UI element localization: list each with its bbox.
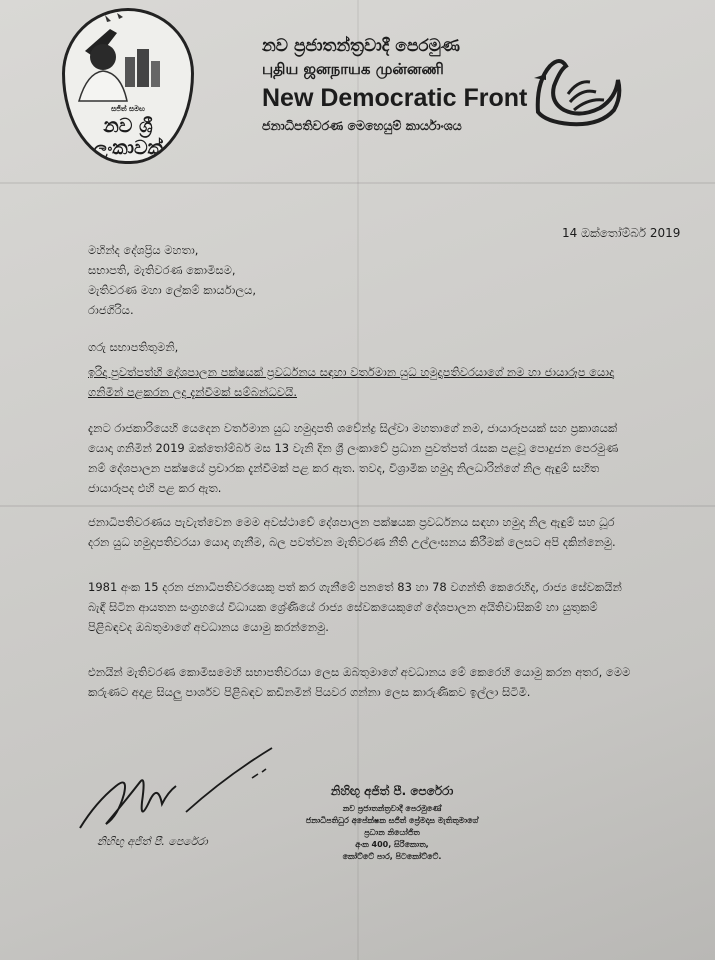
- logo-caption: සජිත් සමඟ: [111, 105, 145, 113]
- body-paragraph: 1981 අංක 15 දරන ජනාධිපතිවරයෙකු පත් කර ගැනීමේ පනතේ 83 හා 78 වගන්ති කෙරෙහිද, රාජ්‍ය සේවකයින් බැඳී සිටින ආයතන සංග්‍රහයේ විධායක ශ්‍රේණියේ රාජ්‍ය සේවකයෙකුගේ දේශපාලන අයිතිවාසිකම් හා යුතුකම් පිළිබඳවද ඔබතුමාගේ අවධානය යොමු කරන්නෙමු.: [88, 580, 622, 634]
- sender-detail-line: නව ප්‍රජාතන්ත්‍රවාදී පෙරමුණේ: [342, 804, 442, 813]
- recipient-line: මැතිවරණ මහා ලේකම් කාර්යාලය,: [88, 283, 257, 297]
- sender-detail-line: ප්‍රධාන නියෝජිත: [364, 828, 420, 837]
- recipient-line: මහින්ද දේශප්‍රිය මහතා,: [88, 243, 199, 257]
- sender-detail-line: අංක 400, සිරිකොත,: [355, 840, 429, 849]
- sender-detail-line: ජනාධිපතිධුර අපේක්ෂක සජිත් ප්‍රේමදාස මැතිතුමාගේ: [305, 816, 479, 825]
- body-paragraph: ජනාධිපතිවරණය පැවැත්වෙන මෙම අවස්ථාවේ දේශපාලන පක්ෂයක ප්‍රවර්ධනය සඳහා හමුදා නිල ඇඳුම් සහ ධූර දරන යුධ හමුදාපතිවරයා යොදා ගැනීම, බල පවත්වන මැතිවරණ නීති උල්ලංඝනය කිරීමක් ලෙසට අපි දකින්නෙමු.: [88, 515, 616, 549]
- letter-date: 14 ඔක්තෝම්බර් 2019: [562, 226, 681, 240]
- org-name-tamil: புதிய ஜனநாயக முன்னணி: [262, 60, 444, 78]
- letter-subject: ඉරිදා පුවත්පත්හි දේශපාලන පක්ෂයක් ප්‍රවර්ධනය සඳහා වර්තමාන යුධ හමුදාපතිවරයාගේ නම හා ජායාරූප යොදා ගනිමින් පළකරන ලද දැන්වීමක් සම්බන්ධවයි.: [88, 365, 615, 399]
- body-paragraph: එනයින් මැතිවරණ කොමිසමෙහි සභාපතිවරයා ලෙස ඔබතුමාගේ අවධානය මේ කෙරෙහි යොමු කරන අතර, මෙම කරුණට අදාළ සියලු පාර්ශව පිළිබඳව කඩිනමින් පියවර ගන්නා ලෙස කාරුණිකව ඉල්ලා සිටිමි.: [88, 665, 631, 699]
- handwritten-signature: [76, 742, 296, 842]
- department-name: ජනාධිපතිවරණ මෙහෙයුම් කාර්යාංශය: [262, 118, 462, 133]
- body-paragraph: දැනට රාජකාරියෙහි යෙදෙන වර්තමාන යුධ හමුදාපති ශවේන්ද්‍ර සිල්වා මහතාගේ නම, ජායාරූපයක් සහ ප්‍රකාශයක් යොදා ගනිමින් 2019 ඔක්තෝම්බර් මස 13 වැනි දින ශ්‍රී ලංකාවේ ප්‍රධාන පුවත්පත් රැසක පළවූ පොදුජන පෙරමුණ නම් දේශපාලන පක්ෂයේ ප්‍රචාරක දැන්වීමක් පළ කර ඇත. තවද, විශ්‍රාමික හමුදා නිලධාරින්ගේ නිල ඇඳුම් සහිත ජායාරූපද එහි පළ කර ඇත.: [88, 421, 619, 495]
- org-name-english: New Democratic Front: [262, 84, 528, 112]
- recipient-line: සභාපති, මැතිවරණ කොමිසම,: [88, 263, 236, 277]
- org-name-sinhala: නව ප්‍රජාතන්ත්‍රවාදී පෙරමුණ: [262, 36, 460, 56]
- sender-name: නිහිඟු අජිත් පී. පෙරේරා: [330, 784, 454, 798]
- signature-printed-name: නිහිඟු අජිත් පී. පෙරේරා: [97, 835, 208, 848]
- salutation: ගරු සභාපතිතුමනි,: [88, 340, 179, 354]
- recipient-line: රාජගිරිය.: [88, 303, 134, 317]
- sender-detail-line: කෝට්ටේ පාර, පිටකෝට්ටේ.: [342, 852, 442, 861]
- campaign-logo: [62, 8, 194, 164]
- logo-slogan: නව ශ්‍රී ලංකාවක්: [92, 115, 164, 159]
- swan-logo-icon: [530, 52, 626, 128]
